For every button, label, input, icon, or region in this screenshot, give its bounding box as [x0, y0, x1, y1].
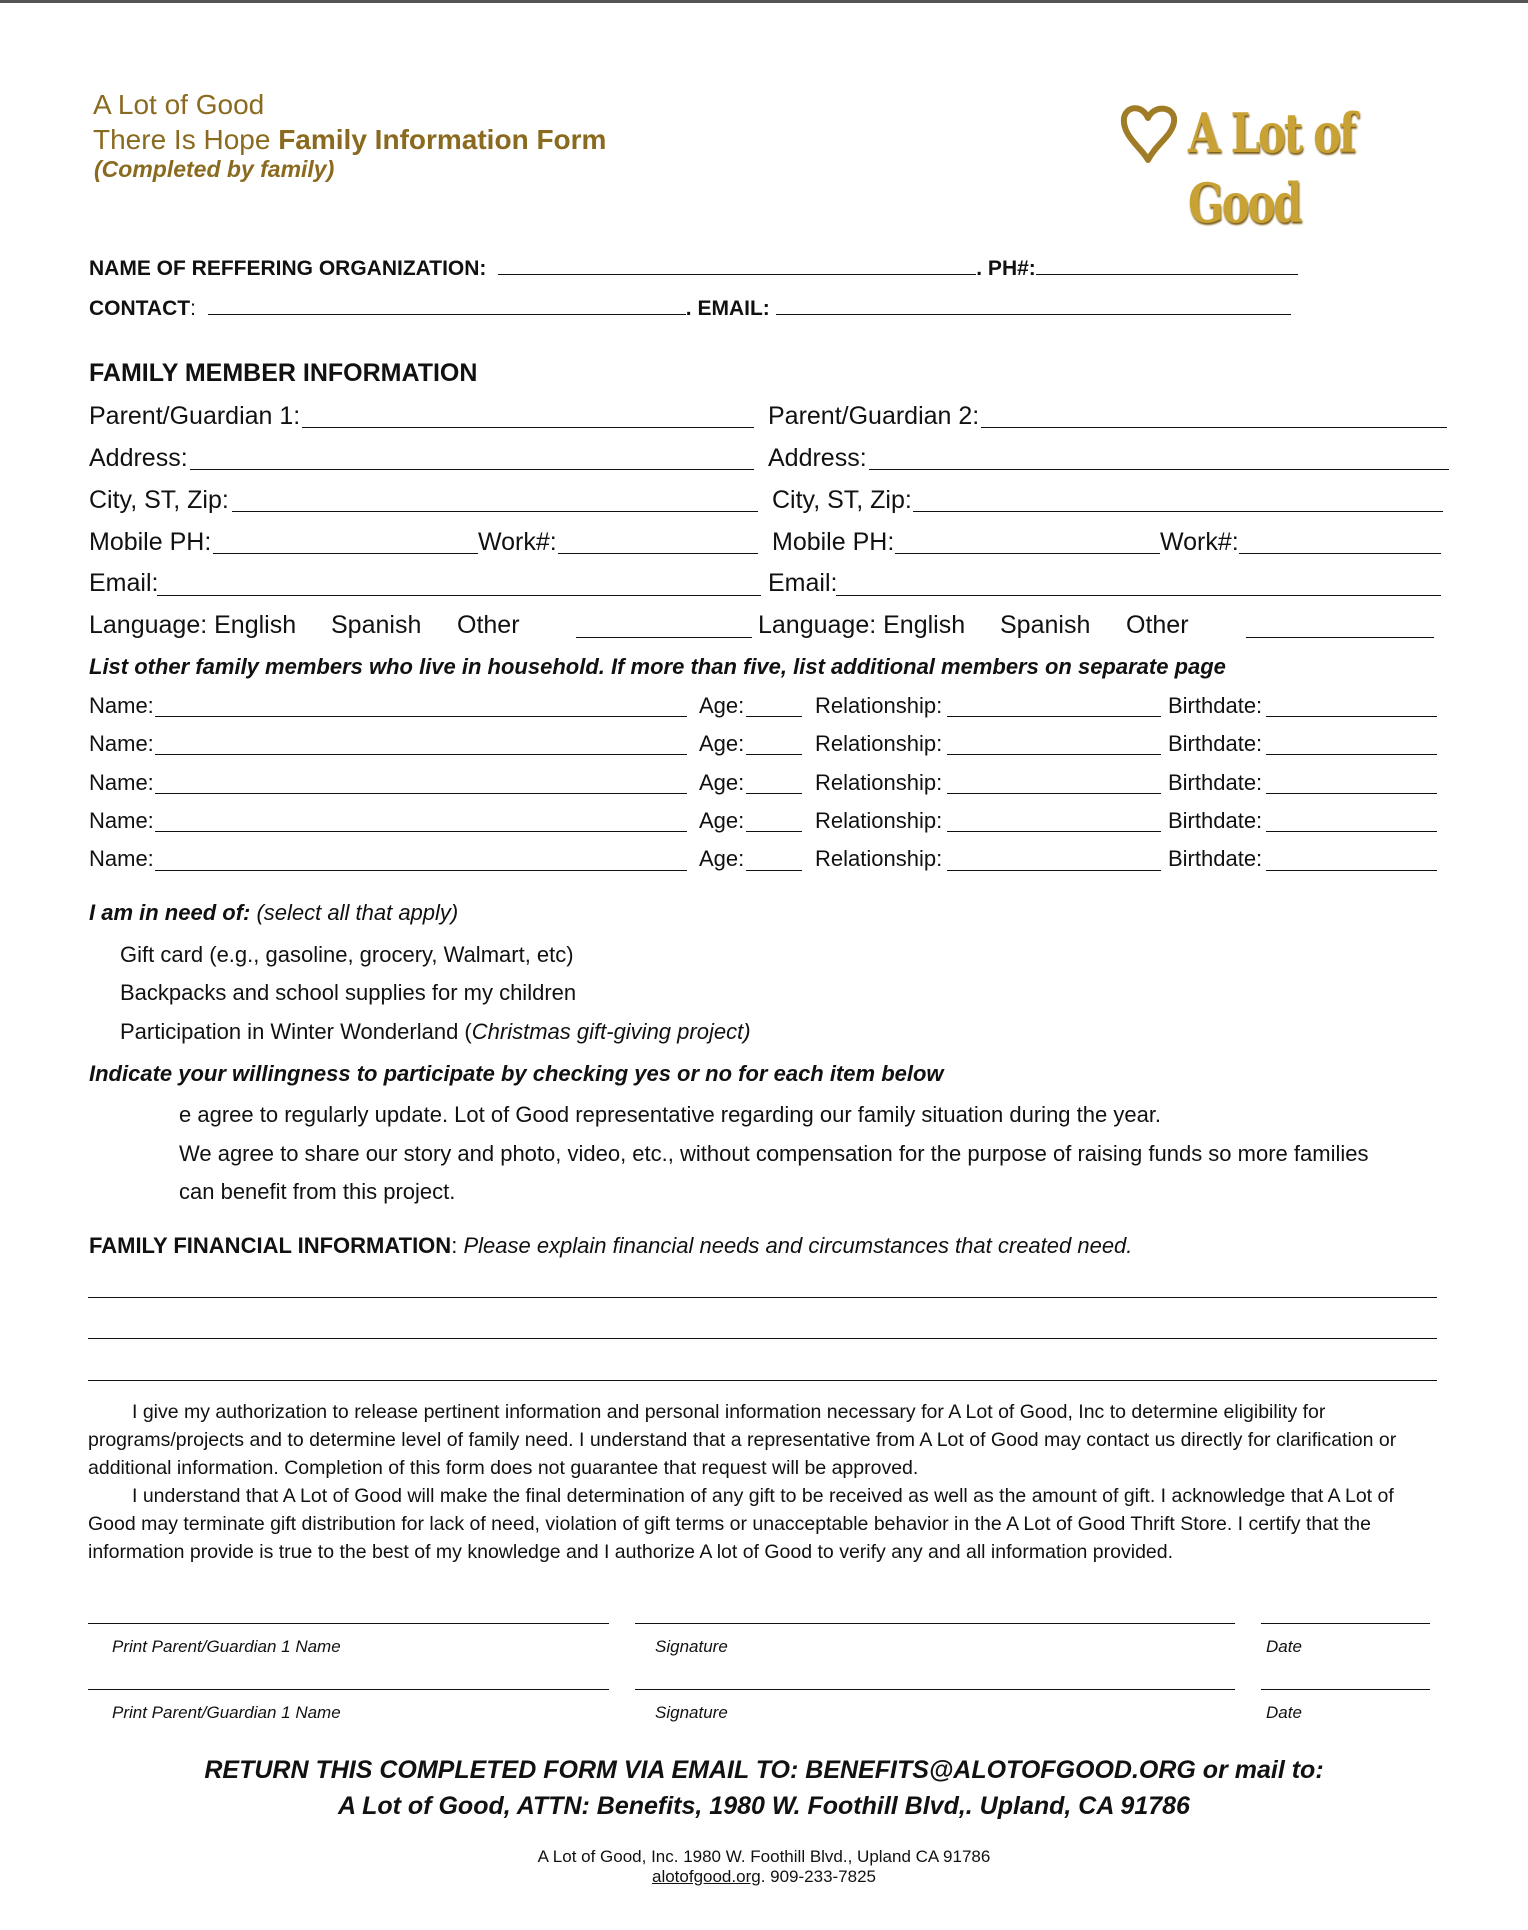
footer-address: A Lot of Good, Inc. 1980 W. Foothill Blvd., Upland CA 91786 [537, 1847, 991, 1866]
member-age-label: Age: [699, 846, 745, 871]
member-birthdate-label: Birthdate: [1168, 731, 1263, 756]
member-age-label: Age: [699, 731, 745, 756]
guardian1-address-label: Address: [89, 444, 188, 472]
willingness-option-updates[interactable]: e agree to regularly update. Lot of Good representative regarding our family situation during the year. [179, 1102, 1162, 1127]
member-name-label: Name: [89, 693, 154, 718]
signature-line-2[interactable] [635, 1689, 1235, 1690]
print-name-line-2[interactable] [88, 1689, 609, 1690]
brand-logo [1118, 96, 1448, 235]
print-name-label-2: Print Parent/Guardian 1 Name [112, 1703, 341, 1722]
member-relationship-label: Relationship: [815, 770, 943, 795]
member-birthdate-input[interactable] [1266, 831, 1437, 832]
member-relationship-label: Relationship: [815, 846, 943, 871]
financial-line-2[interactable] [88, 1338, 1437, 1339]
winter-wonderland-label: Participation in Winter Wonderland ( [120, 1019, 472, 1044]
date-label-2: Date [1266, 1703, 1302, 1722]
member-age-input[interactable] [746, 870, 802, 871]
winter-wonderland-note: Christmas gift-giving project) [471, 1019, 751, 1044]
guardian2-email-label: Email: [768, 569, 838, 597]
footer-contact [0, 1867, 1528, 1887]
guardian1-language-label: Language: English [89, 611, 297, 639]
household-instruction: List other family members who live in household. If more than five, list additional members on separate page [89, 654, 1226, 679]
member-relationship-label: Relationship: [815, 693, 943, 718]
guardian1-city-label: City, ST, Zip: [89, 486, 229, 514]
form-title-prefix: There Is Hope [93, 124, 271, 155]
guardian1-mobile-input[interactable] [213, 553, 478, 554]
member-age-input[interactable] [746, 793, 802, 794]
member-birthdate-input[interactable] [1266, 793, 1437, 794]
guardian2-address-input[interactable] [869, 469, 1449, 470]
guardian2-mobile-label: Mobile PH: [772, 528, 895, 556]
member-age-input[interactable] [746, 716, 802, 717]
guardian1-city-input[interactable] [232, 511, 758, 512]
needs-heading [89, 900, 458, 926]
guardian1-work-input[interactable] [558, 553, 758, 554]
guardian1-language-other[interactable]: Other [457, 611, 520, 639]
guardian2-language-other-input[interactable] [1246, 637, 1434, 638]
needs-label: I am in need of: [89, 900, 251, 925]
member-age-label: Age: [699, 693, 745, 718]
member-age-input[interactable] [746, 831, 802, 832]
guardian2-address-label: Address: [768, 444, 867, 472]
member-age-label: Age: [699, 770, 745, 795]
return-instructions-line-1: RETURN THIS COMPLETED FORM VIA EMAIL TO: BENEFITS@ALOTOFGOOD.ORG or mail to: [204, 1756, 1324, 1784]
guardian2-name-label: Parent/Guardian 2: [768, 402, 980, 430]
financial-line-1[interactable] [88, 1297, 1437, 1298]
guardian1-language-other-input[interactable] [576, 637, 752, 638]
contact-row [89, 294, 1291, 321]
guardian1-work-label: Work#: [478, 528, 557, 556]
guardian2-email-input[interactable] [836, 595, 1441, 596]
guardian2-language-spanish[interactable]: Spanish [1000, 611, 1091, 639]
authorization-paragraph-2: I understand that A Lot of Good will make the final determination of any gift to be received as well as the amount of gift. I acknowledge that A Lot of Good may terminate gift distribution for lack of need, violation of gift terms or unacceptable behavior in the A Lot of Good Thrift Store. I certify that the information provide is true to the best of my knowledge and I authorize A lot of Good to verify any and all information provided. [88, 1485, 1394, 1563]
org-name-heading: A Lot of Good [93, 89, 265, 120]
member-birthdate-label: Birthdate: [1168, 846, 1263, 871]
need-option-winter-wonderland[interactable] [120, 1019, 751, 1045]
print-name-label-1: Print Parent/Guardian 1 Name [112, 1637, 341, 1656]
member-name-label: Name: [89, 846, 154, 871]
email-label: . EMAIL: [685, 297, 770, 320]
member-relationship-input[interactable] [947, 831, 1161, 832]
member-relationship-input[interactable] [947, 716, 1161, 717]
guardian2-work-label: Work#: [1160, 528, 1239, 556]
guardian2-name-input[interactable] [981, 427, 1447, 428]
member-relationship-input[interactable] [947, 754, 1161, 755]
member-birthdate-input[interactable] [1266, 870, 1437, 871]
member-name-label: Name: [89, 808, 154, 833]
top-border [0, 0, 1528, 3]
date-label-1: Date [1266, 1637, 1302, 1656]
member-relationship-input[interactable] [947, 870, 1161, 871]
guardian2-city-input[interactable] [913, 511, 1443, 512]
financial-heading [89, 1233, 1132, 1259]
member-name-input[interactable] [155, 831, 687, 832]
contact-colon: : [190, 297, 196, 320]
member-name-input[interactable] [155, 754, 687, 755]
member-relationship-input[interactable] [947, 793, 1161, 794]
guardian1-email-input[interactable] [157, 595, 761, 596]
form-title [93, 124, 606, 156]
member-relationship-label: Relationship: [815, 808, 943, 833]
guardian1-email-label: Email: [89, 569, 159, 597]
financial-label: FAMILY FINANCIAL INFORMATION [89, 1233, 452, 1258]
footer-website-link[interactable]: alotofgood.org [651, 1867, 761, 1886]
member-name-label: Name: [89, 770, 154, 795]
referral-email-input[interactable] [776, 294, 1291, 315]
guardian1-name-label: Parent/Guardian 1: [89, 402, 301, 430]
authorization-paragraph-1: I give my authorization to release pertinent information and personal information necessary for A Lot of Good, Inc to determine eligibility for programs/projects and to determine level of family need. I understand that a representative from A Lot of Good may contact us directly for clarification or additional information. Completion of this form does not guarantee that request will be approved. [88, 1401, 1397, 1479]
member-age-label: Age: [699, 808, 745, 833]
guardian2-language-label: Language: English [758, 611, 966, 639]
guardian1-mobile-label: Mobile PH: [89, 528, 212, 556]
signature-line-1[interactable] [635, 1623, 1235, 1624]
guardian2-mobile-input[interactable] [895, 553, 1160, 554]
member-age-input[interactable] [746, 754, 802, 755]
member-birthdate-label: Birthdate: [1168, 693, 1263, 718]
member-relationship-label: Relationship: [815, 731, 943, 756]
member-birthdate-label: Birthdate: [1168, 808, 1263, 833]
date-line-2[interactable] [1261, 1689, 1430, 1690]
contact-label: CONTACT [89, 297, 191, 320]
logo-text: A Lot of Good [1188, 101, 1355, 235]
authorization-text [88, 1398, 1438, 1566]
signature-label-2: Signature [655, 1703, 728, 1722]
heart-icon [1118, 100, 1182, 170]
form-title-bold: Family Information Form [278, 124, 607, 155]
referring-org-row [89, 254, 1298, 281]
family-section-title: FAMILY MEMBER INFORMATION [89, 359, 478, 387]
referring-org-input[interactable] [498, 254, 976, 275]
signature-label-1: Signature [655, 1637, 728, 1656]
member-birthdate-input[interactable] [1266, 754, 1437, 755]
guardian2-work-input[interactable] [1239, 553, 1441, 554]
member-birthdate-label: Birthdate: [1168, 770, 1263, 795]
willingness-instruction: Indicate your willingness to participate by checking yes or no for each item below [89, 1061, 944, 1086]
guardian1-name-input[interactable] [302, 427, 754, 428]
needs-hint: (select all that apply) [256, 900, 459, 925]
contact-input[interactable] [208, 294, 686, 315]
phone-label: . PH#: [976, 257, 1036, 280]
guardian1-address-input[interactable] [190, 469, 754, 470]
financial-line-3[interactable] [88, 1380, 1437, 1381]
financial-hint: Please explain financial needs and circumstances that created need. [463, 1233, 1133, 1258]
form-subtitle: (Completed by family) [94, 156, 335, 182]
date-line-1[interactable] [1261, 1623, 1430, 1624]
print-name-line-1[interactable] [88, 1623, 609, 1624]
financial-colon: : [451, 1233, 458, 1258]
return-instructions-line-2: A Lot of Good, ATTN: Benefits, 1980 W. Foothill Blvd,. Upland, CA 91786 [338, 1792, 1190, 1820]
referring-org-label: NAME OF REFFERING ORGANIZATION: [89, 257, 487, 280]
member-name-input[interactable] [155, 716, 687, 717]
member-name-label: Name: [89, 731, 154, 756]
guardian2-language-other[interactable]: Other [1126, 611, 1189, 639]
need-option-backpacks[interactable]: Backpacks and school supplies for my children [120, 980, 577, 1005]
willingness-option-share-story-cont: can benefit from this project. [179, 1179, 456, 1204]
referring-phone-input[interactable] [1036, 254, 1298, 275]
member-name-input[interactable] [155, 870, 687, 871]
member-name-input[interactable] [155, 793, 687, 794]
guardian1-language-spanish[interactable]: Spanish [331, 611, 422, 639]
member-birthdate-input[interactable] [1266, 716, 1437, 717]
need-option-gift-card[interactable]: Gift card (e.g., gasoline, grocery, Walmart, etc) [120, 942, 574, 967]
footer-phone: . 909-233-7825 [760, 1867, 877, 1886]
willingness-option-share-story[interactable]: We agree to share our story and photo, video, etc., without compensation for the purpose of raising funds so more families [179, 1141, 1369, 1166]
guardian2-city-label: City, ST, Zip: [772, 486, 912, 514]
